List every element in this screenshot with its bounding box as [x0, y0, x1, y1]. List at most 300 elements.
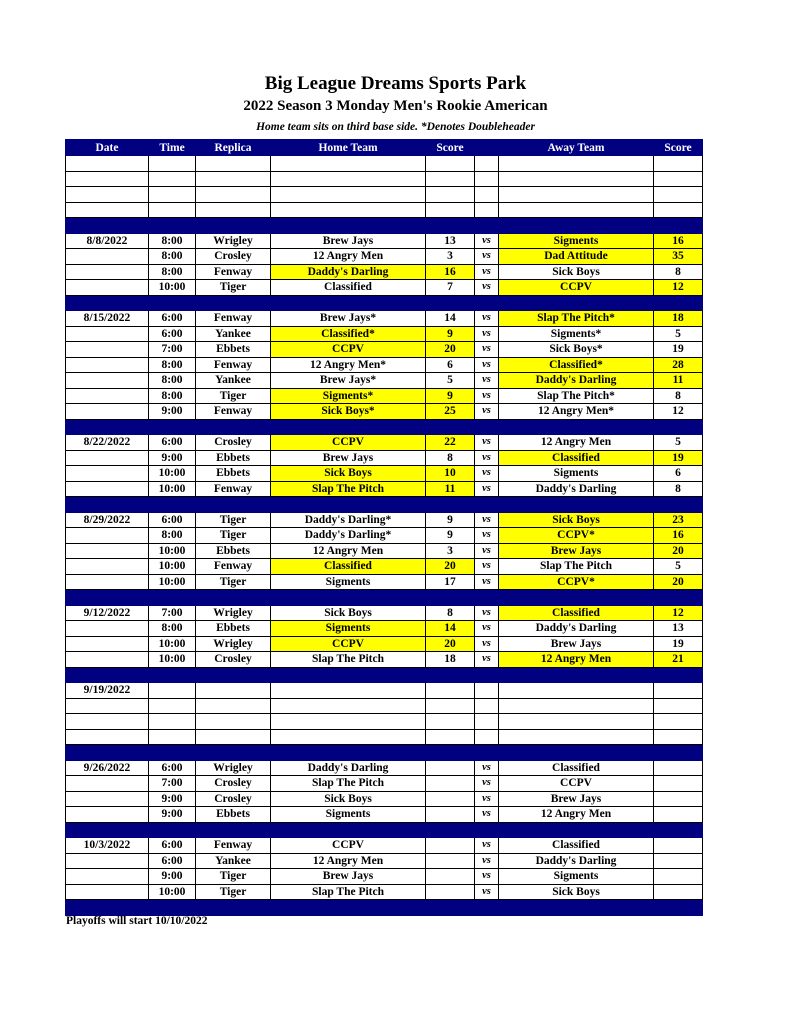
separator-cell	[149, 745, 196, 761]
blank-row	[66, 714, 703, 730]
cell-away-team: CCPV	[499, 776, 654, 792]
table-row	[66, 311, 703, 327]
cell-home-team: Slap The Pitch	[271, 776, 426, 792]
cell-replica: Crosley	[196, 791, 271, 807]
table-row	[66, 791, 703, 807]
cell-vs: vs	[475, 636, 499, 652]
cell-away-score: 23	[654, 512, 703, 528]
cell-time: 10:00	[149, 543, 196, 559]
cell-home-team: CCPV	[271, 342, 426, 358]
separator-cell	[499, 900, 654, 916]
cell-home-team: 12 Angry Men	[271, 853, 426, 869]
cell-away-score	[654, 838, 703, 854]
separator-cell	[426, 745, 475, 761]
separator-cell	[196, 745, 271, 761]
cell-vs: vs	[475, 450, 499, 466]
table-row	[66, 280, 703, 296]
cell-vs: vs	[475, 373, 499, 389]
cell-away-score: 12	[654, 404, 703, 420]
cell-vs: vs	[475, 435, 499, 451]
cell-away-team: Classified*	[499, 357, 654, 373]
cell-time: 9:00	[149, 450, 196, 466]
blank-cell	[475, 202, 499, 218]
week-separator	[66, 419, 703, 435]
separator-cell	[499, 590, 654, 606]
cell-away-score: 19	[654, 636, 703, 652]
blank-cell	[271, 171, 426, 187]
separator-cell	[654, 497, 703, 513]
cell-date	[66, 559, 149, 575]
table-row	[66, 853, 703, 869]
blank-row	[66, 171, 703, 187]
cell-vs: vs	[475, 388, 499, 404]
cell-away-team: 12 Angry Men	[499, 435, 654, 451]
cell-vs: vs	[475, 605, 499, 621]
separator-cell	[654, 900, 703, 916]
cell-home-team: Sigments	[271, 574, 426, 590]
cell-time: 6:00	[149, 435, 196, 451]
table-header-row	[66, 140, 703, 156]
cell-date	[66, 357, 149, 373]
cell-date	[66, 853, 149, 869]
cell-replica: Ebbets	[196, 450, 271, 466]
cell-replica: Crosley	[196, 652, 271, 668]
cell-home-score: 13	[426, 233, 475, 249]
blank-cell	[149, 714, 196, 730]
separator-cell	[271, 822, 426, 838]
cell-home-team: Brew Jays*	[271, 311, 426, 327]
cell-vs: vs	[475, 357, 499, 373]
blank-row	[66, 729, 703, 745]
blank-cell	[66, 698, 149, 714]
cell-time: 10:00	[149, 280, 196, 296]
cell-away-team	[499, 683, 654, 699]
cell-home-score: 14	[426, 311, 475, 327]
separator-cell	[475, 667, 499, 683]
blank-cell	[499, 698, 654, 714]
separator-cell	[475, 218, 499, 234]
cell-home-score: 18	[426, 652, 475, 668]
table-row	[66, 776, 703, 792]
cell-home-team: Slap The Pitch	[271, 884, 426, 900]
cell-away-team: Sick Boys	[499, 264, 654, 280]
cell-home-team: Classified	[271, 559, 426, 575]
cell-home-team: Slap The Pitch	[271, 481, 426, 497]
cell-away-team: 12 Angry Men	[499, 807, 654, 823]
blank-cell	[196, 729, 271, 745]
cell-time: 7:00	[149, 605, 196, 621]
cell-date	[66, 404, 149, 420]
cell-home-team: Brew Jays	[271, 233, 426, 249]
cell-date: 10/3/2022	[66, 838, 149, 854]
cell-away-score	[654, 683, 703, 699]
separator-cell	[149, 667, 196, 683]
blank-cell	[475, 714, 499, 730]
cell-replica: Fenway	[196, 311, 271, 327]
week-separator	[66, 590, 703, 606]
cell-vs: vs	[475, 776, 499, 792]
cell-home-score	[426, 791, 475, 807]
cell-home-team: Sick Boys*	[271, 404, 426, 420]
cell-home-team: Brew Jays	[271, 450, 426, 466]
blank-cell	[654, 187, 703, 203]
cell-away-team: Daddy's Darling	[499, 853, 654, 869]
week-separator	[66, 822, 703, 838]
blank-cell	[149, 698, 196, 714]
cell-away-team: Daddy's Darling	[499, 373, 654, 389]
cell-away-score	[654, 807, 703, 823]
cell-away-score: 19	[654, 342, 703, 358]
blank-row	[66, 202, 703, 218]
cell-away-team: Slap The Pitch*	[499, 311, 654, 327]
page-note: Home team sits on third base side. *Denotes Doubleheader	[256, 121, 535, 133]
cell-home-team	[271, 683, 426, 699]
page-subtitle: 2022 Season 3 Monday Men's Rookie American	[243, 98, 548, 114]
cell-home-score	[426, 760, 475, 776]
cell-away-score: 8	[654, 388, 703, 404]
cell-home-score	[426, 884, 475, 900]
cell-time: 10:00	[149, 574, 196, 590]
separator-cell	[149, 900, 196, 916]
cell-date	[66, 528, 149, 544]
cell-vs: vs	[475, 652, 499, 668]
table-row	[66, 574, 703, 590]
cell-home-team: Classified	[271, 280, 426, 296]
cell-home-score: 8	[426, 605, 475, 621]
cell-home-score: 11	[426, 481, 475, 497]
separator-cell	[475, 590, 499, 606]
cell-time: 6:00	[149, 311, 196, 327]
cell-away-team: Classified	[499, 838, 654, 854]
cell-away-score: 18	[654, 311, 703, 327]
cell-home-team: Sick Boys	[271, 466, 426, 482]
cell-home-team: Daddy's Darling	[271, 760, 426, 776]
cell-time: 9:00	[149, 869, 196, 885]
cell-away-team: 12 Angry Men*	[499, 404, 654, 420]
week-separator	[66, 667, 703, 683]
blank-cell	[499, 156, 654, 172]
separator-cell	[475, 419, 499, 435]
table-row	[66, 652, 703, 668]
cell-replica: Fenway	[196, 404, 271, 420]
cell-home-team: Sigments	[271, 621, 426, 637]
separator-cell	[426, 822, 475, 838]
cell-away-team: Slap The Pitch	[499, 559, 654, 575]
cell-replica: Crosley	[196, 776, 271, 792]
blank-cell	[475, 156, 499, 172]
blank-cell	[475, 171, 499, 187]
cell-vs: vs	[475, 869, 499, 885]
separator-cell	[149, 419, 196, 435]
separator-cell	[66, 218, 149, 234]
cell-home-team: Sigments*	[271, 388, 426, 404]
cell-replica: Fenway	[196, 264, 271, 280]
cell-vs: vs	[475, 264, 499, 280]
cell-time: 9:00	[149, 791, 196, 807]
cell-away-score	[654, 869, 703, 885]
header-away-team: Away Team	[499, 140, 654, 156]
cell-vs: vs	[475, 760, 499, 776]
table-row	[66, 357, 703, 373]
blank-cell	[426, 698, 475, 714]
separator-cell	[426, 590, 475, 606]
cell-home-team: Sick Boys	[271, 791, 426, 807]
separator-cell	[426, 419, 475, 435]
cell-home-team: Daddy's Darling*	[271, 528, 426, 544]
cell-replica: Tiger	[196, 528, 271, 544]
cell-home-score	[426, 807, 475, 823]
cell-away-score: 5	[654, 559, 703, 575]
cell-vs: vs	[475, 574, 499, 590]
cell-away-score	[654, 776, 703, 792]
cell-replica: Fenway	[196, 838, 271, 854]
week-separator	[66, 497, 703, 513]
cell-time: 10:00	[149, 652, 196, 668]
cell-away-team: Sick Boys	[499, 512, 654, 528]
blank-cell	[426, 156, 475, 172]
blank-cell	[426, 171, 475, 187]
cell-home-score: 20	[426, 342, 475, 358]
blank-cell	[66, 202, 149, 218]
table-row	[66, 373, 703, 389]
cell-date	[66, 342, 149, 358]
cell-home-team: Daddy's Darling	[271, 264, 426, 280]
cell-vs: vs	[475, 853, 499, 869]
cell-time: 6:00	[149, 512, 196, 528]
separator-cell	[654, 745, 703, 761]
table-row	[66, 404, 703, 420]
cell-away-score: 12	[654, 280, 703, 296]
cell-vs: vs	[475, 466, 499, 482]
blank-cell	[271, 714, 426, 730]
cell-home-team: 12 Angry Men	[271, 543, 426, 559]
cell-time: 10:00	[149, 481, 196, 497]
cell-home-score: 7	[426, 280, 475, 296]
blank-cell	[66, 714, 149, 730]
schedule-table	[65, 139, 703, 916]
cell-home-team: CCPV	[271, 636, 426, 652]
table-row	[66, 342, 703, 358]
header-vs	[475, 140, 499, 156]
week-separator	[66, 745, 703, 761]
cell-date	[66, 388, 149, 404]
week-separator	[66, 295, 703, 311]
blank-cell	[654, 171, 703, 187]
cell-home-score: 25	[426, 404, 475, 420]
header-time: Time	[149, 140, 196, 156]
cell-home-score: 3	[426, 543, 475, 559]
cell-home-score: 9	[426, 512, 475, 528]
table-row	[66, 543, 703, 559]
separator-cell	[66, 419, 149, 435]
blank-cell	[149, 171, 196, 187]
separator-cell	[196, 497, 271, 513]
cell-replica: Yankee	[196, 326, 271, 342]
cell-vs: vs	[475, 481, 499, 497]
separator-cell	[66, 822, 149, 838]
cell-replica: Tiger	[196, 280, 271, 296]
table-row	[66, 869, 703, 885]
table-row	[66, 683, 703, 699]
cell-time: 8:00	[149, 249, 196, 265]
cell-date	[66, 249, 149, 265]
blank-cell	[196, 171, 271, 187]
cell-vs: vs	[475, 884, 499, 900]
cell-home-score: 5	[426, 373, 475, 389]
cell-date	[66, 373, 149, 389]
blank-cell	[426, 729, 475, 745]
cell-home-score: 9	[426, 528, 475, 544]
cell-away-score: 5	[654, 435, 703, 451]
table-row	[66, 605, 703, 621]
cell-away-score: 13	[654, 621, 703, 637]
blank-cell	[499, 714, 654, 730]
cell-replica: Ebbets	[196, 621, 271, 637]
separator-cell	[271, 590, 426, 606]
cell-away-score: 8	[654, 481, 703, 497]
cell-replica: Fenway	[196, 357, 271, 373]
cell-away-score: 6	[654, 466, 703, 482]
cell-away-score: 21	[654, 652, 703, 668]
cell-time: 10:00	[149, 884, 196, 900]
cell-replica	[196, 683, 271, 699]
cell-date	[66, 636, 149, 652]
cell-time: 9:00	[149, 404, 196, 420]
blank-cell	[196, 714, 271, 730]
cell-home-score: 3	[426, 249, 475, 265]
cell-time: 9:00	[149, 807, 196, 823]
cell-replica: Tiger	[196, 512, 271, 528]
cell-time: 8:00	[149, 388, 196, 404]
blank-row	[66, 187, 703, 203]
cell-date: 8/29/2022	[66, 512, 149, 528]
separator-cell	[66, 667, 149, 683]
separator-cell	[654, 590, 703, 606]
cell-vs: vs	[475, 404, 499, 420]
separator-cell	[499, 822, 654, 838]
cell-home-team: Brew Jays*	[271, 373, 426, 389]
cell-time: 8:00	[149, 233, 196, 249]
cell-replica: Fenway	[196, 481, 271, 497]
table-row	[66, 466, 703, 482]
separator-cell	[66, 900, 149, 916]
table-row	[66, 636, 703, 652]
blank-cell	[66, 187, 149, 203]
cell-date: 8/8/2022	[66, 233, 149, 249]
table-row	[66, 388, 703, 404]
cell-date: 8/22/2022	[66, 435, 149, 451]
cell-home-score: 20	[426, 636, 475, 652]
blank-cell	[426, 187, 475, 203]
cell-away-team: CCPV	[499, 280, 654, 296]
separator-cell	[271, 419, 426, 435]
cell-vs: vs	[475, 512, 499, 528]
separator-cell	[271, 667, 426, 683]
cell-time: 8:00	[149, 357, 196, 373]
table-row	[66, 249, 703, 265]
cell-date	[66, 450, 149, 466]
cell-replica: Crosley	[196, 249, 271, 265]
cell-home-score: 10	[426, 466, 475, 482]
separator-cell	[426, 900, 475, 916]
cell-away-team: Daddy's Darling	[499, 621, 654, 637]
separator-cell	[426, 295, 475, 311]
cell-away-team: Slap The Pitch*	[499, 388, 654, 404]
blank-cell	[196, 202, 271, 218]
cell-time: 6:00	[149, 326, 196, 342]
cell-vs: vs	[475, 559, 499, 575]
cell-date: 9/19/2022	[66, 683, 149, 699]
cell-date	[66, 652, 149, 668]
cell-home-team: Brew Jays	[271, 869, 426, 885]
cell-date	[66, 884, 149, 900]
cell-replica: Yankee	[196, 373, 271, 389]
cell-date	[66, 280, 149, 296]
cell-vs: vs	[475, 249, 499, 265]
cell-replica: Tiger	[196, 869, 271, 885]
header-home-score: Score	[426, 140, 475, 156]
separator-cell	[149, 590, 196, 606]
cell-vs	[475, 683, 499, 699]
cell-away-score	[654, 853, 703, 869]
cell-away-team: Sick Boys	[499, 884, 654, 900]
cell-home-team: 12 Angry Men*	[271, 357, 426, 373]
blank-cell	[149, 202, 196, 218]
blank-cell	[654, 714, 703, 730]
separator-cell	[149, 497, 196, 513]
separator-cell	[426, 667, 475, 683]
cell-date	[66, 466, 149, 482]
table-row	[66, 481, 703, 497]
cell-away-score: 12	[654, 605, 703, 621]
cell-replica: Tiger	[196, 388, 271, 404]
separator-cell	[475, 497, 499, 513]
blank-cell	[499, 187, 654, 203]
separator-cell	[196, 295, 271, 311]
separator-cell	[271, 497, 426, 513]
cell-date	[66, 326, 149, 342]
cell-vs: vs	[475, 280, 499, 296]
cell-replica: Yankee	[196, 853, 271, 869]
cell-away-score	[654, 791, 703, 807]
separator-cell	[654, 667, 703, 683]
blank-cell	[654, 202, 703, 218]
cell-date	[66, 776, 149, 792]
blank-cell	[271, 698, 426, 714]
blank-cell	[654, 729, 703, 745]
blank-cell	[654, 156, 703, 172]
table-row	[66, 621, 703, 637]
cell-vs: vs	[475, 311, 499, 327]
week-separator	[66, 218, 703, 234]
table-row	[66, 838, 703, 854]
separator-cell	[66, 590, 149, 606]
header-away-score: Score	[654, 140, 703, 156]
separator-cell	[475, 745, 499, 761]
cell-vs: vs	[475, 791, 499, 807]
cell-away-team: CCPV*	[499, 574, 654, 590]
cell-away-score: 16	[654, 233, 703, 249]
cell-replica: Crosley	[196, 435, 271, 451]
cell-away-score: 19	[654, 450, 703, 466]
separator-cell	[499, 497, 654, 513]
separator-cell	[271, 295, 426, 311]
table-row	[66, 233, 703, 249]
cell-home-team: Daddy's Darling*	[271, 512, 426, 528]
cell-home-team: Sick Boys	[271, 605, 426, 621]
separator-cell	[499, 295, 654, 311]
cell-home-score: 8	[426, 450, 475, 466]
